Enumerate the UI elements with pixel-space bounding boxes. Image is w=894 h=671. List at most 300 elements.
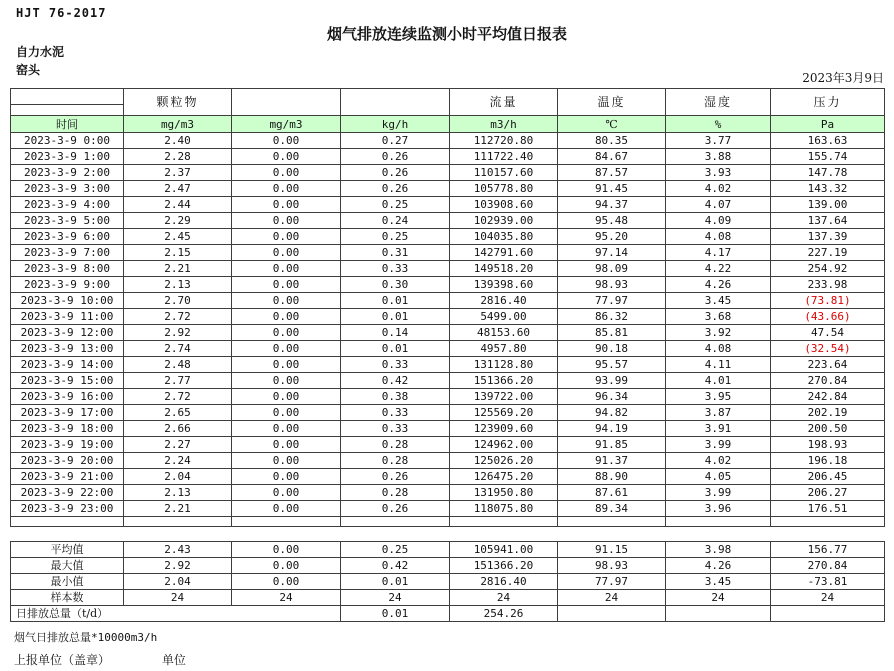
value-cell: 0.01 xyxy=(341,293,450,309)
value-cell: 0.33 xyxy=(341,421,450,437)
value-cell: 2.21 xyxy=(124,261,232,277)
value-cell: 123909.60 xyxy=(450,421,558,437)
value-cell: 2.24 xyxy=(124,453,232,469)
value-cell: 0.28 xyxy=(341,437,450,453)
summary-label-cell: 平均值 xyxy=(11,542,124,558)
unit-mg-m3-1: mg/m3 xyxy=(124,116,232,133)
value-cell: 227.19 xyxy=(771,245,885,261)
value-cell: 0.00 xyxy=(232,469,341,485)
empty-cell xyxy=(341,517,450,527)
value-cell: 0.00 xyxy=(232,197,341,213)
table-row xyxy=(11,389,885,405)
summary-label-cell: 样本数 xyxy=(11,590,124,606)
value-cell: 0.26 xyxy=(341,149,450,165)
value-cell: 270.84 xyxy=(771,373,885,389)
value-cell: 2.70 xyxy=(124,293,232,309)
main-table-body xyxy=(11,133,885,527)
summary-table xyxy=(10,541,885,622)
summary-value-cell: 3.45 xyxy=(666,574,771,590)
value-cell: 139722.00 xyxy=(450,389,558,405)
summary-value-cell: 4.26 xyxy=(666,558,771,574)
value-cell: 4.09 xyxy=(666,213,771,229)
value-cell: 91.45 xyxy=(558,181,666,197)
value-cell: (32.54) xyxy=(771,341,885,357)
table-row xyxy=(11,165,885,181)
value-cell: 80.35 xyxy=(558,133,666,149)
value-cell: 112720.80 xyxy=(450,133,558,149)
value-cell: 102939.00 xyxy=(450,213,558,229)
value-cell: 0.38 xyxy=(341,389,450,405)
value-cell: 94.37 xyxy=(558,197,666,213)
value-cell: 95.48 xyxy=(558,213,666,229)
empty-cell xyxy=(558,606,666,622)
value-cell: 155.74 xyxy=(771,149,885,165)
summary-value-cell: 105941.00 xyxy=(450,542,558,558)
value-cell: 2.92 xyxy=(124,325,232,341)
value-cell: 4.02 xyxy=(666,453,771,469)
value-cell: 176.51 xyxy=(771,501,885,517)
value-cell: 94.19 xyxy=(558,421,666,437)
value-cell: 143.32 xyxy=(771,181,885,197)
value-cell: 198.93 xyxy=(771,437,885,453)
value-cell: 2.66 xyxy=(124,421,232,437)
report-unit-line xyxy=(14,651,186,668)
summary-value-cell: 77.97 xyxy=(558,574,666,590)
value-cell: 2.65 xyxy=(124,405,232,421)
summary-row xyxy=(11,574,885,590)
value-cell: 98.93 xyxy=(558,277,666,293)
value-cell: 85.81 xyxy=(558,325,666,341)
value-cell: 91.37 xyxy=(558,453,666,469)
header-temperature: 温度 xyxy=(558,89,666,116)
unit-label: 单位 xyxy=(161,653,186,667)
value-cell: 89.34 xyxy=(558,501,666,517)
value-cell: 84.67 xyxy=(558,149,666,165)
value-cell: 105778.80 xyxy=(450,181,558,197)
value-cell: 5499.00 xyxy=(450,309,558,325)
value-cell: 3.68 xyxy=(666,309,771,325)
value-cell: 47.54 xyxy=(771,325,885,341)
time-cell: 2023-3-9 19:00 xyxy=(11,437,124,453)
empty-cell xyxy=(666,606,771,622)
value-cell: 4957.80 xyxy=(450,341,558,357)
time-cell: 2023-3-9 15:00 xyxy=(11,373,124,389)
empty-cell xyxy=(11,517,124,527)
value-cell: 2.44 xyxy=(124,197,232,213)
time-cell: 2023-3-9 1:00 xyxy=(11,149,124,165)
table-row xyxy=(11,325,885,341)
value-cell: 2.72 xyxy=(124,389,232,405)
header-blank-1 xyxy=(232,89,341,116)
value-cell: 202.19 xyxy=(771,405,885,421)
value-cell: 0.26 xyxy=(341,469,450,485)
table-row xyxy=(11,485,885,501)
value-cell: 0.33 xyxy=(341,357,450,373)
summary-value-cell: 98.93 xyxy=(558,558,666,574)
time-cell: 2023-3-9 2:00 xyxy=(11,165,124,181)
value-cell: 94.82 xyxy=(558,405,666,421)
table-row xyxy=(11,453,885,469)
value-cell: 2.45 xyxy=(124,229,232,245)
value-cell: 2.13 xyxy=(124,485,232,501)
summary-value-cell: 24 xyxy=(124,590,232,606)
value-cell: 206.27 xyxy=(771,485,885,501)
value-cell: 200.50 xyxy=(771,421,885,437)
value-cell: 149518.20 xyxy=(450,261,558,277)
value-cell: 254.92 xyxy=(771,261,885,277)
value-cell: 131950.80 xyxy=(450,485,558,501)
time-cell: 2023-3-9 11:00 xyxy=(11,309,124,325)
value-cell: 4.02 xyxy=(666,181,771,197)
value-cell: 2.21 xyxy=(124,501,232,517)
value-cell: 151366.20 xyxy=(450,373,558,389)
value-cell: 3.45 xyxy=(666,293,771,309)
summary-value-cell: 2.04 xyxy=(124,574,232,590)
empty-cell xyxy=(450,517,558,527)
value-cell: 0.26 xyxy=(341,501,450,517)
summary-value-cell: 24 xyxy=(666,590,771,606)
value-cell: 95.20 xyxy=(558,229,666,245)
value-cell: 0.28 xyxy=(341,485,450,501)
value-cell: 2.27 xyxy=(124,437,232,453)
value-cell: 3.99 xyxy=(666,485,771,501)
value-cell: 4.08 xyxy=(666,229,771,245)
daily-total-label: 日排放总量（t/d） xyxy=(11,606,341,622)
table-row xyxy=(11,133,885,149)
value-cell: 98.09 xyxy=(558,261,666,277)
time-cell: 2023-3-9 23:00 xyxy=(11,501,124,517)
value-cell: (43.66) xyxy=(771,309,885,325)
time-cell: 2023-3-9 8:00 xyxy=(11,261,124,277)
summary-value-cell: 24 xyxy=(341,590,450,606)
value-cell: 3.92 xyxy=(666,325,771,341)
value-cell: 0.42 xyxy=(341,373,450,389)
value-cell: 0.00 xyxy=(232,245,341,261)
value-cell: 0.00 xyxy=(232,501,341,517)
time-cell: 2023-3-9 6:00 xyxy=(11,229,124,245)
unit-kg-h: kg/h xyxy=(341,116,450,133)
unit-pa: Pa xyxy=(771,116,885,133)
value-cell: 86.32 xyxy=(558,309,666,325)
time-cell: 2023-3-9 12:00 xyxy=(11,325,124,341)
value-cell: 2.72 xyxy=(124,309,232,325)
table-row xyxy=(11,181,885,197)
summary-table-body xyxy=(11,542,885,622)
value-cell: 110157.60 xyxy=(450,165,558,181)
summary-value-cell: 0.00 xyxy=(232,542,341,558)
monitor-point-name: 窑头 xyxy=(16,63,41,77)
daily-total-row xyxy=(11,606,885,622)
value-cell: 2.04 xyxy=(124,469,232,485)
header-blank-2 xyxy=(341,89,450,116)
value-cell: 95.57 xyxy=(558,357,666,373)
corner-cell-top xyxy=(11,89,124,105)
unit-header-row xyxy=(11,116,885,133)
value-cell: 3.96 xyxy=(666,501,771,517)
time-cell: 2023-3-9 22:00 xyxy=(11,485,124,501)
value-cell: 0.00 xyxy=(232,213,341,229)
value-cell: (73.81) xyxy=(771,293,885,309)
value-cell: 0.33 xyxy=(341,261,450,277)
value-cell: 97.14 xyxy=(558,245,666,261)
standard-number: HJT 76-2017 xyxy=(16,6,107,20)
table-row xyxy=(11,357,885,373)
header-particulate: 颗粒物 xyxy=(124,89,232,116)
unit-celsius: ℃ xyxy=(558,116,666,133)
value-cell: 3.99 xyxy=(666,437,771,453)
value-cell: 0.25 xyxy=(341,197,450,213)
value-cell: 3.91 xyxy=(666,421,771,437)
value-cell: 125569.20 xyxy=(450,405,558,421)
value-cell: 48153.60 xyxy=(450,325,558,341)
summary-value-cell: 156.77 xyxy=(771,542,885,558)
empty-cell xyxy=(666,517,771,527)
value-cell: 139398.60 xyxy=(450,277,558,293)
summary-row xyxy=(11,558,885,574)
value-cell: 0.00 xyxy=(232,261,341,277)
value-cell: 206.45 xyxy=(771,469,885,485)
summary-value-cell: 3.98 xyxy=(666,542,771,558)
unit-percent: % xyxy=(666,116,771,133)
empty-cell xyxy=(771,517,885,527)
value-cell: 4.08 xyxy=(666,341,771,357)
summary-value-cell: 2816.40 xyxy=(450,574,558,590)
group-header-row xyxy=(11,89,885,105)
value-cell: 0.27 xyxy=(341,133,450,149)
value-cell: 0.00 xyxy=(232,277,341,293)
table-row xyxy=(11,341,885,357)
value-cell: 0.24 xyxy=(341,213,450,229)
time-cell: 2023-3-9 4:00 xyxy=(11,197,124,213)
value-cell: 2.29 xyxy=(124,213,232,229)
header-time: 时间 xyxy=(11,116,124,133)
company-name: 自力水泥 xyxy=(16,45,65,59)
summary-value-cell: 151366.20 xyxy=(450,558,558,574)
table-row xyxy=(11,469,885,485)
summary-value-cell: 2.43 xyxy=(124,542,232,558)
daily-total-m3-h: 254.26 xyxy=(450,606,558,622)
value-cell: 0.28 xyxy=(341,453,450,469)
value-cell: 2816.40 xyxy=(450,293,558,309)
value-cell: 0.00 xyxy=(232,421,341,437)
value-cell: 3.95 xyxy=(666,389,771,405)
value-cell: 223.64 xyxy=(771,357,885,373)
value-cell: 0.00 xyxy=(232,437,341,453)
time-cell: 2023-3-9 16:00 xyxy=(11,389,124,405)
unit-mg-m3-2: mg/m3 xyxy=(232,116,341,133)
value-cell: 0.00 xyxy=(232,373,341,389)
summary-value-cell: 24 xyxy=(450,590,558,606)
value-cell: 0.26 xyxy=(341,181,450,197)
value-cell: 0.01 xyxy=(341,341,450,357)
report-date: 2023年3月9日 xyxy=(802,71,884,85)
value-cell: 2.74 xyxy=(124,341,232,357)
header-humidity: 湿度 xyxy=(666,89,771,116)
time-cell: 2023-3-9 0:00 xyxy=(11,133,124,149)
value-cell: 0.00 xyxy=(232,325,341,341)
table-row xyxy=(11,149,885,165)
value-cell: 0.00 xyxy=(232,149,341,165)
value-cell: 90.18 xyxy=(558,341,666,357)
page-title: 烟气排放连续监测小时平均值日报表 xyxy=(326,25,567,43)
summary-row xyxy=(11,590,885,606)
header-flow: 流量 xyxy=(450,89,558,116)
value-cell: 87.57 xyxy=(558,165,666,181)
time-cell: 2023-3-9 13:00 xyxy=(11,341,124,357)
value-cell: 111722.40 xyxy=(450,149,558,165)
value-cell: 131128.80 xyxy=(450,357,558,373)
time-cell: 2023-3-9 14:00 xyxy=(11,357,124,373)
summary-value-cell: 0.42 xyxy=(341,558,450,574)
value-cell: 0.00 xyxy=(232,453,341,469)
value-cell: 3.77 xyxy=(666,133,771,149)
main-table xyxy=(10,88,885,527)
value-cell: 2.47 xyxy=(124,181,232,197)
summary-row xyxy=(11,542,885,558)
value-cell: 0.00 xyxy=(232,293,341,309)
value-cell: 0.30 xyxy=(341,277,450,293)
time-cell: 2023-3-9 9:00 xyxy=(11,277,124,293)
summary-label-cell: 最小值 xyxy=(11,574,124,590)
value-cell: 137.64 xyxy=(771,213,885,229)
header-pressure: 压力 xyxy=(771,89,885,116)
time-cell: 2023-3-9 7:00 xyxy=(11,245,124,261)
table-row xyxy=(11,437,885,453)
value-cell: 77.97 xyxy=(558,293,666,309)
table-row xyxy=(11,197,885,213)
value-cell: 4.07 xyxy=(666,197,771,213)
summary-value-cell: 0.01 xyxy=(341,574,450,590)
corner-cell-bottom xyxy=(11,105,124,116)
summary-value-cell: -73.81 xyxy=(771,574,885,590)
table-row xyxy=(11,245,885,261)
table-row xyxy=(11,213,885,229)
value-cell: 147.78 xyxy=(771,165,885,181)
value-cell: 0.00 xyxy=(232,181,341,197)
value-cell: 4.17 xyxy=(666,245,771,261)
value-cell: 233.98 xyxy=(771,277,885,293)
value-cell: 0.00 xyxy=(232,229,341,245)
report-unit-label: 上报单位（盖章） xyxy=(14,653,111,667)
value-cell: 0.00 xyxy=(232,165,341,181)
table-row xyxy=(11,261,885,277)
table-row xyxy=(11,405,885,421)
value-cell: 3.88 xyxy=(666,149,771,165)
value-cell: 137.39 xyxy=(771,229,885,245)
value-cell: 3.87 xyxy=(666,405,771,421)
table-row xyxy=(11,309,885,325)
value-cell: 3.93 xyxy=(666,165,771,181)
blank-row xyxy=(11,517,885,527)
value-cell: 0.00 xyxy=(232,389,341,405)
table-row xyxy=(11,501,885,517)
summary-value-cell: 0.00 xyxy=(232,558,341,574)
value-cell: 163.63 xyxy=(771,133,885,149)
value-cell: 2.28 xyxy=(124,149,232,165)
summary-value-cell: 270.84 xyxy=(771,558,885,574)
value-cell: 126475.20 xyxy=(450,469,558,485)
value-cell: 4.05 xyxy=(666,469,771,485)
summary-value-cell: 0.25 xyxy=(341,542,450,558)
summary-label-cell: 最大值 xyxy=(11,558,124,574)
value-cell: 104035.80 xyxy=(450,229,558,245)
value-cell: 2.48 xyxy=(124,357,232,373)
value-cell: 124962.00 xyxy=(450,437,558,453)
value-cell: 125026.20 xyxy=(450,453,558,469)
summary-value-cell: 24 xyxy=(558,590,666,606)
summary-value-cell: 2.92 xyxy=(124,558,232,574)
value-cell: 118075.80 xyxy=(450,501,558,517)
value-cell: 2.13 xyxy=(124,277,232,293)
summary-value-cell: 0.00 xyxy=(232,574,341,590)
value-cell: 139.00 xyxy=(771,197,885,213)
time-cell: 2023-3-9 5:00 xyxy=(11,213,124,229)
value-cell: 0.00 xyxy=(232,309,341,325)
value-cell: 2.77 xyxy=(124,373,232,389)
time-cell: 2023-3-9 20:00 xyxy=(11,453,124,469)
summary-value-cell: 24 xyxy=(771,590,885,606)
value-cell: 242.84 xyxy=(771,389,885,405)
value-cell: 142791.60 xyxy=(450,245,558,261)
value-cell: 4.22 xyxy=(666,261,771,277)
table-row xyxy=(11,373,885,389)
value-cell: 0.00 xyxy=(232,133,341,149)
value-cell: 4.26 xyxy=(666,277,771,293)
empty-cell xyxy=(771,606,885,622)
time-cell: 2023-3-9 10:00 xyxy=(11,293,124,309)
value-cell: 0.00 xyxy=(232,405,341,421)
value-cell: 2.15 xyxy=(124,245,232,261)
value-cell: 87.61 xyxy=(558,485,666,501)
daily-total-kg-h: 0.01 xyxy=(341,606,450,622)
table-row xyxy=(11,229,885,245)
value-cell: 0.14 xyxy=(341,325,450,341)
empty-cell xyxy=(124,517,232,527)
value-cell: 0.00 xyxy=(232,341,341,357)
time-cell: 2023-3-9 18:00 xyxy=(11,421,124,437)
unit-m3-h: m3/h xyxy=(450,116,558,133)
summary-value-cell: 24 xyxy=(232,590,341,606)
empty-cell xyxy=(232,517,341,527)
value-cell: 4.01 xyxy=(666,373,771,389)
table-row xyxy=(11,293,885,309)
table-row xyxy=(11,277,885,293)
empty-cell xyxy=(558,517,666,527)
value-cell: 196.18 xyxy=(771,453,885,469)
value-cell: 4.11 xyxy=(666,357,771,373)
time-cell: 2023-3-9 17:00 xyxy=(11,405,124,421)
time-cell: 2023-3-9 21:00 xyxy=(11,469,124,485)
value-cell: 88.90 xyxy=(558,469,666,485)
value-cell: 0.26 xyxy=(341,165,450,181)
summary-value-cell: 91.15 xyxy=(558,542,666,558)
table-row xyxy=(11,421,885,437)
value-cell: 103908.60 xyxy=(450,197,558,213)
value-cell: 96.34 xyxy=(558,389,666,405)
value-cell: 2.37 xyxy=(124,165,232,181)
value-cell: 0.31 xyxy=(341,245,450,261)
value-cell: 91.85 xyxy=(558,437,666,453)
value-cell: 0.00 xyxy=(232,485,341,501)
flow-total-note: 烟气日排放总量*10000m3/h xyxy=(14,631,158,644)
value-cell: 0.33 xyxy=(341,405,450,421)
value-cell: 2.40 xyxy=(124,133,232,149)
value-cell: 0.01 xyxy=(341,309,450,325)
value-cell: 0.25 xyxy=(341,229,450,245)
value-cell: 0.00 xyxy=(232,357,341,373)
value-cell: 93.99 xyxy=(558,373,666,389)
time-cell: 2023-3-9 3:00 xyxy=(11,181,124,197)
